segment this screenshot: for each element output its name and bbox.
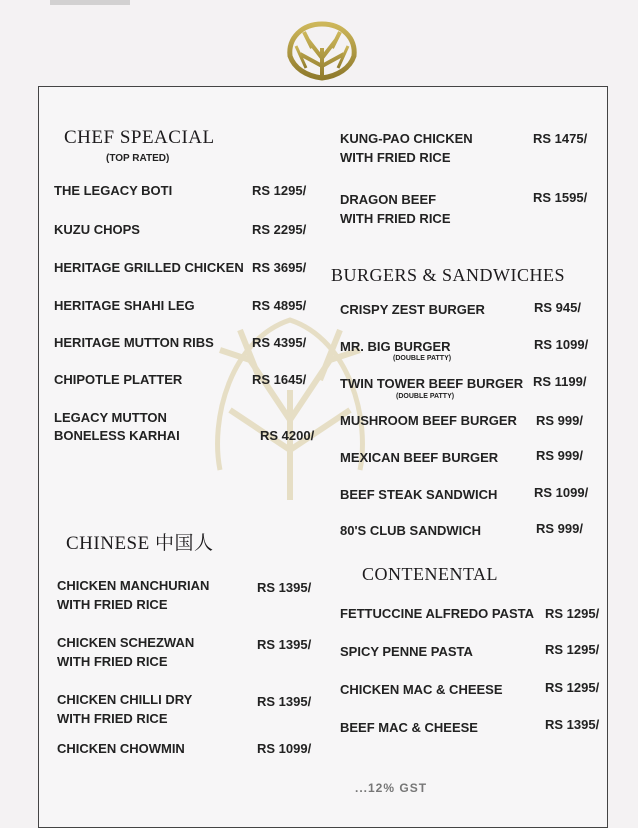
menu-item-name: LEGACY MUTTON (54, 410, 167, 425)
menu-item-price: RS 1295/ (545, 642, 600, 657)
section-burgers-title: BURGERS & SANDWICHES (331, 265, 566, 285)
menu-item-name-line2: WITH FRIED RICE (340, 211, 451, 226)
menu-item-name: CRISPY ZEST BURGER (340, 302, 485, 317)
top-shadow (50, 0, 130, 5)
section-chef-special-subtitle: (TOP RATED) (106, 153, 170, 164)
menu-item-name: DRAGON BEEF (340, 192, 437, 207)
menu-item-name-line2: WITH FRIED RICE (57, 711, 168, 726)
menu-item-price: RS 1295/ (545, 680, 600, 695)
menu-item-price: RS 3695/ (252, 260, 307, 275)
menu-item-name: TWIN TOWER BEEF BURGER (340, 376, 524, 391)
menu-item-price: RS 4395/ (252, 335, 307, 350)
menu-item-name: FETTUCCINE ALFREDO PASTA (340, 606, 535, 621)
menu-item-price: RS 999/ (536, 521, 583, 536)
menu-item-price: RS 1099/ (257, 741, 312, 756)
menu-item-name: THE LEGACY BOTI (54, 183, 173, 198)
menu-item-note: (DOUBLE PATTY) (393, 355, 452, 362)
menu-item-name: MUSHROOM BEEF BURGER (340, 413, 517, 428)
menu-item-price: RS 999/ (536, 448, 583, 463)
menu-item-name-line2: WITH FRIED RICE (57, 654, 168, 669)
menu-item-price: RS 1199/ (533, 374, 587, 389)
menu-item-price: RS 1395/ (257, 694, 312, 709)
menu-item-price: RS 2295/ (252, 222, 307, 237)
menu-item-price: RS 1295/ (252, 183, 307, 198)
menu-item-name: KUNG-PAO CHICKEN (340, 131, 473, 146)
menu-item-price: RS 1475/ (533, 131, 588, 146)
menu-item-name: 80'S CLUB SANDWICH (340, 523, 482, 538)
menu-item-name: MR. BIG BURGER (340, 339, 451, 354)
menu-item-name: BEEF STEAK SANDWICH (340, 487, 498, 502)
menu-item-name-line2: BONELESS KARHAI (54, 428, 180, 443)
menu-item-note: (DOUBLE PATTY) (396, 393, 455, 400)
menu-item-price: RS 1099/ (534, 485, 589, 500)
menu-item-price: RS 1395/ (257, 637, 312, 652)
menu-item-price: RS 4895/ (252, 298, 307, 313)
menu-item-name: BEEF MAC & CHEESE (340, 720, 478, 735)
menu-item-price: RS 1395/ (545, 717, 600, 732)
section-chef-special-title: CHEF SPEACIAL (64, 127, 215, 148)
menu-item-price: RS 945/ (534, 300, 581, 315)
menu-item-name: SPICY PENNE PASTA (340, 644, 473, 659)
menu-item-price: RS 4200/ (260, 428, 315, 443)
menu-item-price: RS 999/ (536, 413, 583, 428)
section-contenental-title: CONTENENTAL (362, 564, 499, 584)
menu-item-price: RS 1395/ (257, 580, 312, 595)
menu-item-name: HERITAGE GRILLED CHICKEN (54, 260, 244, 275)
menu-item-name: MEXICAN BEEF BURGER (340, 450, 499, 465)
menu-item-name: KUZU CHOPS (54, 222, 140, 237)
menu-item-name: HERITAGE SHAHI LEG (54, 298, 195, 313)
menu-item-name: CHICKEN MAC & CHEESE (340, 682, 503, 697)
heritage-tree-logo-icon (282, 18, 362, 84)
menu-item-name: CHICKEN SCHEZWAN (57, 635, 195, 650)
section-chinese-title: CHINESE 中国人 (66, 533, 214, 554)
menu-item-name-line2: WITH FRIED RICE (340, 150, 451, 165)
menu-item-name: CHICKEN MANCHURIAN (57, 578, 210, 593)
menu-item-price: RS 1099/ (534, 337, 589, 352)
menu-item-name: CHICKEN CHOWMIN (57, 741, 185, 756)
footer-tax-note: ...12% GST (355, 781, 428, 795)
menu-item-price: RS 1645/ (252, 372, 307, 387)
menu-item-price: RS 1295/ (545, 606, 600, 621)
menu-item-name: HERITAGE MUTTON RIBS (54, 335, 214, 350)
menu-item-name: CHIPOTLE PLATTER (54, 372, 183, 387)
menu-item-price: RS 1595/ (533, 190, 588, 205)
menu-item-name: CHICKEN CHILLI DRY (57, 692, 193, 707)
menu-item-name-line2: WITH FRIED RICE (57, 597, 168, 612)
